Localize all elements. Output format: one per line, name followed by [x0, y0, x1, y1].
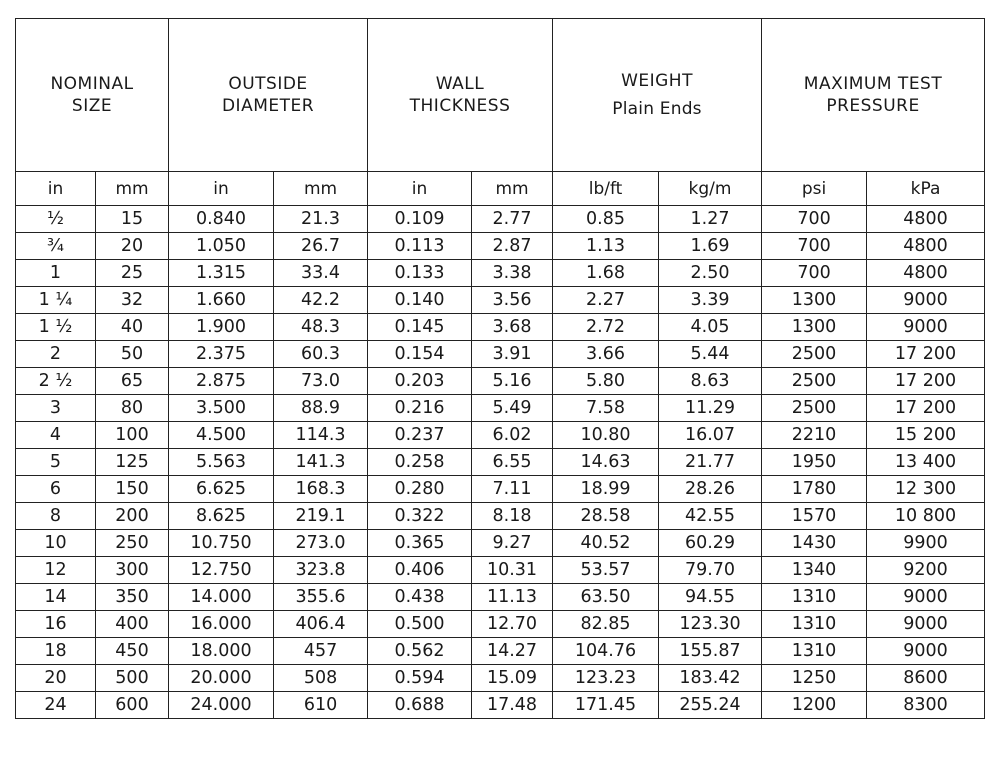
cell-weight-lb-ft: 123.23 — [553, 665, 659, 692]
cell-wall-in: 0.154 — [368, 341, 472, 368]
cell-weight-kg-m: 183.42 — [659, 665, 762, 692]
cell-nominal-mm: 20 — [96, 233, 169, 260]
cell-od-mm: 141.3 — [274, 449, 368, 476]
cell-weight-lb-ft: 82.85 — [553, 611, 659, 638]
group-header-line: MAXIMUM TEST — [803, 74, 943, 94]
cell-od-mm: 114.3 — [274, 422, 368, 449]
cell-nominal-mm: 125 — [96, 449, 169, 476]
cell-weight-lb-ft: 2.27 — [553, 287, 659, 314]
cell-nominal-mm: 500 — [96, 665, 169, 692]
unit-header: in — [169, 172, 274, 206]
cell-pressure-psi: 2500 — [762, 368, 867, 395]
cell-nominal-in: 8 — [16, 503, 96, 530]
cell-pressure-psi: 700 — [762, 260, 867, 287]
cell-pressure-kpa: 17 200 — [867, 395, 985, 422]
cell-nominal-in: 2 ½ — [16, 368, 96, 395]
cell-pressure-psi: 1200 — [762, 692, 867, 719]
table-row — [16, 557, 985, 584]
cell-weight-lb-ft: 1.68 — [553, 260, 659, 287]
table-row — [16, 665, 985, 692]
cell-pressure-psi: 1310 — [762, 584, 867, 611]
cell-od-mm: 406.4 — [274, 611, 368, 638]
cell-nominal-in: 1 ¼ — [16, 287, 96, 314]
cell-pressure-kpa: 4800 — [867, 260, 985, 287]
cell-weight-kg-m: 60.29 — [659, 530, 762, 557]
cell-weight-lb-ft: 63.50 — [553, 584, 659, 611]
cell-pressure-psi: 1430 — [762, 530, 867, 557]
cell-nominal-in: ¾ — [16, 233, 96, 260]
cell-nominal-in: 18 — [16, 638, 96, 665]
table-row — [16, 611, 985, 638]
cell-wall-in: 0.109 — [368, 206, 472, 233]
cell-wall-mm: 6.02 — [472, 422, 553, 449]
cell-pressure-psi: 2500 — [762, 395, 867, 422]
cell-nominal-mm: 40 — [96, 314, 169, 341]
cell-wall-mm: 17.48 — [472, 692, 553, 719]
cell-weight-lb-ft: 3.66 — [553, 341, 659, 368]
cell-weight-lb-ft: 53.57 — [553, 557, 659, 584]
cell-wall-mm: 12.70 — [472, 611, 553, 638]
cell-weight-lb-ft: 5.80 — [553, 368, 659, 395]
cell-od-mm: 508 — [274, 665, 368, 692]
cell-wall-in: 0.406 — [368, 557, 472, 584]
cell-nominal-mm: 300 — [96, 557, 169, 584]
group-header-line: WEIGHT — [621, 71, 693, 91]
cell-pressure-kpa: 9200 — [867, 557, 985, 584]
cell-nominal-in: ½ — [16, 206, 96, 233]
cell-weight-kg-m: 28.26 — [659, 476, 762, 503]
cell-wall-in: 0.133 — [368, 260, 472, 287]
cell-weight-lb-ft: 2.72 — [553, 314, 659, 341]
unit-header: kPa — [867, 172, 985, 206]
cell-od-mm: 88.9 — [274, 395, 368, 422]
cell-pressure-psi: 1310 — [762, 611, 867, 638]
cell-weight-lb-ft: 10.80 — [553, 422, 659, 449]
cell-pressure-psi: 1570 — [762, 503, 867, 530]
unit-header: lb/ft — [553, 172, 659, 206]
cell-od-mm: 60.3 — [274, 341, 368, 368]
cell-wall-in: 0.280 — [368, 476, 472, 503]
cell-weight-kg-m: 21.77 — [659, 449, 762, 476]
cell-pressure-psi: 1310 — [762, 638, 867, 665]
cell-nominal-mm: 25 — [96, 260, 169, 287]
cell-wall-in: 0.688 — [368, 692, 472, 719]
cell-od-mm: 21.3 — [274, 206, 368, 233]
cell-weight-lb-ft: 7.58 — [553, 395, 659, 422]
cell-weight-lb-ft: 0.85 — [553, 206, 659, 233]
cell-nominal-in: 20 — [16, 665, 96, 692]
cell-weight-lb-ft: 104.76 — [553, 638, 659, 665]
cell-pressure-psi: 1250 — [762, 665, 867, 692]
unit-header: in — [16, 172, 96, 206]
cell-weight-lb-ft: 28.58 — [553, 503, 659, 530]
cell-od-in: 12.750 — [169, 557, 274, 584]
cell-weight-kg-m: 4.05 — [659, 314, 762, 341]
cell-wall-in: 0.365 — [368, 530, 472, 557]
group-header-subtitle: Plain Ends — [612, 99, 702, 119]
cell-weight-lb-ft: 1.13 — [553, 233, 659, 260]
cell-pressure-kpa: 13 400 — [867, 449, 985, 476]
table-row — [16, 476, 985, 503]
cell-od-mm: 33.4 — [274, 260, 368, 287]
cell-wall-mm: 14.27 — [472, 638, 553, 665]
cell-wall-in: 0.438 — [368, 584, 472, 611]
cell-weight-kg-m: 1.69 — [659, 233, 762, 260]
cell-weight-lb-ft: 14.63 — [553, 449, 659, 476]
cell-od-in: 4.500 — [169, 422, 274, 449]
table-row — [16, 692, 985, 719]
cell-od-mm: 73.0 — [274, 368, 368, 395]
table-row — [16, 260, 985, 287]
group-header-line: THICKNESS — [409, 96, 511, 116]
cell-od-mm: 457 — [274, 638, 368, 665]
cell-weight-kg-m: 11.29 — [659, 395, 762, 422]
table-row — [16, 287, 985, 314]
group-header-line: DIAMETER — [221, 96, 315, 116]
group-header-line: SIZE — [71, 96, 113, 116]
cell-pressure-kpa: 12 300 — [867, 476, 985, 503]
units-header-row — [16, 172, 985, 206]
table-row — [16, 233, 985, 260]
cell-weight-lb-ft: 18.99 — [553, 476, 659, 503]
cell-weight-kg-m: 155.87 — [659, 638, 762, 665]
cell-nominal-in: 1 — [16, 260, 96, 287]
cell-pressure-kpa: 8600 — [867, 665, 985, 692]
cell-pressure-psi: 700 — [762, 206, 867, 233]
cell-wall-in: 0.140 — [368, 287, 472, 314]
unit-header: psi — [762, 172, 867, 206]
cell-weight-kg-m: 1.27 — [659, 206, 762, 233]
cell-wall-in: 0.500 — [368, 611, 472, 638]
table-row — [16, 530, 985, 557]
cell-pressure-kpa: 4800 — [867, 206, 985, 233]
cell-od-in: 1.660 — [169, 287, 274, 314]
cell-wall-in: 0.113 — [368, 233, 472, 260]
cell-pressure-kpa: 10 800 — [867, 503, 985, 530]
table-body — [16, 206, 985, 719]
cell-wall-mm: 11.13 — [472, 584, 553, 611]
cell-od-mm: 48.3 — [274, 314, 368, 341]
group-header-weight — [553, 19, 762, 172]
cell-pressure-psi: 1950 — [762, 449, 867, 476]
cell-wall-in: 0.562 — [368, 638, 472, 665]
cell-wall-mm: 5.16 — [472, 368, 553, 395]
cell-nominal-in: 24 — [16, 692, 96, 719]
cell-nominal-in: 12 — [16, 557, 96, 584]
table-row — [16, 395, 985, 422]
cell-od-mm: 273.0 — [274, 530, 368, 557]
table-row — [16, 638, 985, 665]
cell-wall-in: 0.594 — [368, 665, 472, 692]
table-row — [16, 503, 985, 530]
cell-wall-mm: 3.38 — [472, 260, 553, 287]
cell-wall-in: 0.145 — [368, 314, 472, 341]
cell-od-in: 2.375 — [169, 341, 274, 368]
cell-weight-kg-m: 123.30 — [659, 611, 762, 638]
cell-nominal-mm: 600 — [96, 692, 169, 719]
table-row — [16, 206, 985, 233]
cell-od-in: 2.875 — [169, 368, 274, 395]
group-header-line: WALL — [435, 74, 485, 94]
cell-nominal-in: 6 — [16, 476, 96, 503]
group-header-row — [16, 19, 985, 172]
cell-nominal-mm: 350 — [96, 584, 169, 611]
cell-nominal-mm: 80 — [96, 395, 169, 422]
cell-wall-mm: 7.11 — [472, 476, 553, 503]
cell-pressure-psi: 1340 — [762, 557, 867, 584]
cell-od-in: 24.000 — [169, 692, 274, 719]
cell-wall-mm: 3.56 — [472, 287, 553, 314]
cell-pressure-kpa: 9900 — [867, 530, 985, 557]
cell-nominal-in: 1 ½ — [16, 314, 96, 341]
cell-pressure-kpa: 9000 — [867, 584, 985, 611]
cell-pressure-kpa: 15 200 — [867, 422, 985, 449]
cell-wall-in: 0.237 — [368, 422, 472, 449]
cell-od-mm: 355.6 — [274, 584, 368, 611]
cell-nominal-mm: 15 — [96, 206, 169, 233]
cell-od-mm: 42.2 — [274, 287, 368, 314]
cell-pressure-psi: 1300 — [762, 287, 867, 314]
cell-od-in: 14.000 — [169, 584, 274, 611]
table-row — [16, 341, 985, 368]
cell-nominal-mm: 150 — [96, 476, 169, 503]
cell-od-in: 18.000 — [169, 638, 274, 665]
cell-weight-kg-m: 42.55 — [659, 503, 762, 530]
cell-nominal-in: 16 — [16, 611, 96, 638]
group-header-nominal-size — [16, 19, 169, 172]
cell-pressure-kpa: 9000 — [867, 314, 985, 341]
cell-nominal-mm: 65 — [96, 368, 169, 395]
cell-wall-mm: 6.55 — [472, 449, 553, 476]
cell-pressure-psi: 2500 — [762, 341, 867, 368]
cell-od-in: 3.500 — [169, 395, 274, 422]
cell-pressure-psi: 700 — [762, 233, 867, 260]
cell-pressure-kpa: 9000 — [867, 638, 985, 665]
cell-wall-in: 0.322 — [368, 503, 472, 530]
cell-wall-mm: 2.77 — [472, 206, 553, 233]
unit-header: in — [368, 172, 472, 206]
cell-weight-kg-m: 79.70 — [659, 557, 762, 584]
cell-nominal-in: 4 — [16, 422, 96, 449]
cell-pressure-psi: 1300 — [762, 314, 867, 341]
table-row — [16, 584, 985, 611]
cell-wall-in: 0.258 — [368, 449, 472, 476]
cell-nominal-mm: 50 — [96, 341, 169, 368]
cell-nominal-in: 14 — [16, 584, 96, 611]
cell-wall-mm: 3.91 — [472, 341, 553, 368]
group-header-line: OUTSIDE — [228, 74, 308, 94]
table-row — [16, 449, 985, 476]
unit-header: mm — [472, 172, 553, 206]
cell-od-in: 20.000 — [169, 665, 274, 692]
cell-od-in: 1.315 — [169, 260, 274, 287]
cell-od-mm: 168.3 — [274, 476, 368, 503]
unit-header: kg/m — [659, 172, 762, 206]
cell-pressure-kpa: 17 200 — [867, 368, 985, 395]
cell-pressure-psi: 1780 — [762, 476, 867, 503]
cell-weight-kg-m: 5.44 — [659, 341, 762, 368]
table-row — [16, 314, 985, 341]
cell-weight-kg-m: 255.24 — [659, 692, 762, 719]
cell-od-mm: 26.7 — [274, 233, 368, 260]
cell-nominal-mm: 200 — [96, 503, 169, 530]
cell-wall-mm: 10.31 — [472, 557, 553, 584]
cell-pressure-kpa: 9000 — [867, 287, 985, 314]
group-header-line: PRESSURE — [826, 96, 920, 116]
cell-od-in: 6.625 — [169, 476, 274, 503]
cell-nominal-mm: 100 — [96, 422, 169, 449]
cell-pressure-kpa: 17 200 — [867, 341, 985, 368]
cell-weight-lb-ft: 171.45 — [553, 692, 659, 719]
cell-nominal-mm: 450 — [96, 638, 169, 665]
cell-nominal-in: 5 — [16, 449, 96, 476]
cell-pressure-psi: 2210 — [762, 422, 867, 449]
cell-nominal-mm: 32 — [96, 287, 169, 314]
group-header-line: NOMINAL — [50, 74, 134, 94]
table-row — [16, 368, 985, 395]
cell-wall-mm: 3.68 — [472, 314, 553, 341]
cell-wall-in: 0.203 — [368, 368, 472, 395]
group-header-maximum-test-pressure — [762, 19, 985, 172]
cell-od-in: 8.625 — [169, 503, 274, 530]
cell-wall-mm: 9.27 — [472, 530, 553, 557]
cell-od-in: 1.900 — [169, 314, 274, 341]
cell-weight-lb-ft: 40.52 — [553, 530, 659, 557]
cell-weight-kg-m: 2.50 — [659, 260, 762, 287]
cell-od-in: 16.000 — [169, 611, 274, 638]
cell-nominal-in: 3 — [16, 395, 96, 422]
cell-nominal-mm: 400 — [96, 611, 169, 638]
cell-od-in: 5.563 — [169, 449, 274, 476]
cell-od-mm: 610 — [274, 692, 368, 719]
cell-od-mm: 219.1 — [274, 503, 368, 530]
cell-weight-kg-m: 16.07 — [659, 422, 762, 449]
cell-od-in: 1.050 — [169, 233, 274, 260]
cell-od-in: 0.840 — [169, 206, 274, 233]
cell-wall-mm: 2.87 — [472, 233, 553, 260]
cell-wall-in: 0.216 — [368, 395, 472, 422]
cell-weight-kg-m: 3.39 — [659, 287, 762, 314]
group-header-outside-diameter — [169, 19, 368, 172]
cell-pressure-kpa: 8300 — [867, 692, 985, 719]
cell-nominal-mm: 250 — [96, 530, 169, 557]
cell-nominal-in: 2 — [16, 341, 96, 368]
cell-weight-kg-m: 8.63 — [659, 368, 762, 395]
cell-od-in: 10.750 — [169, 530, 274, 557]
table-row — [16, 422, 985, 449]
pipe-dimensions-table — [15, 18, 985, 719]
cell-weight-kg-m: 94.55 — [659, 584, 762, 611]
cell-od-mm: 323.8 — [274, 557, 368, 584]
cell-pressure-kpa: 4800 — [867, 233, 985, 260]
group-header-wall-thickness — [368, 19, 553, 172]
cell-pressure-kpa: 9000 — [867, 611, 985, 638]
cell-wall-mm: 8.18 — [472, 503, 553, 530]
unit-header: mm — [96, 172, 169, 206]
cell-wall-mm: 5.49 — [472, 395, 553, 422]
cell-nominal-in: 10 — [16, 530, 96, 557]
unit-header: mm — [274, 172, 368, 206]
cell-wall-mm: 15.09 — [472, 665, 553, 692]
